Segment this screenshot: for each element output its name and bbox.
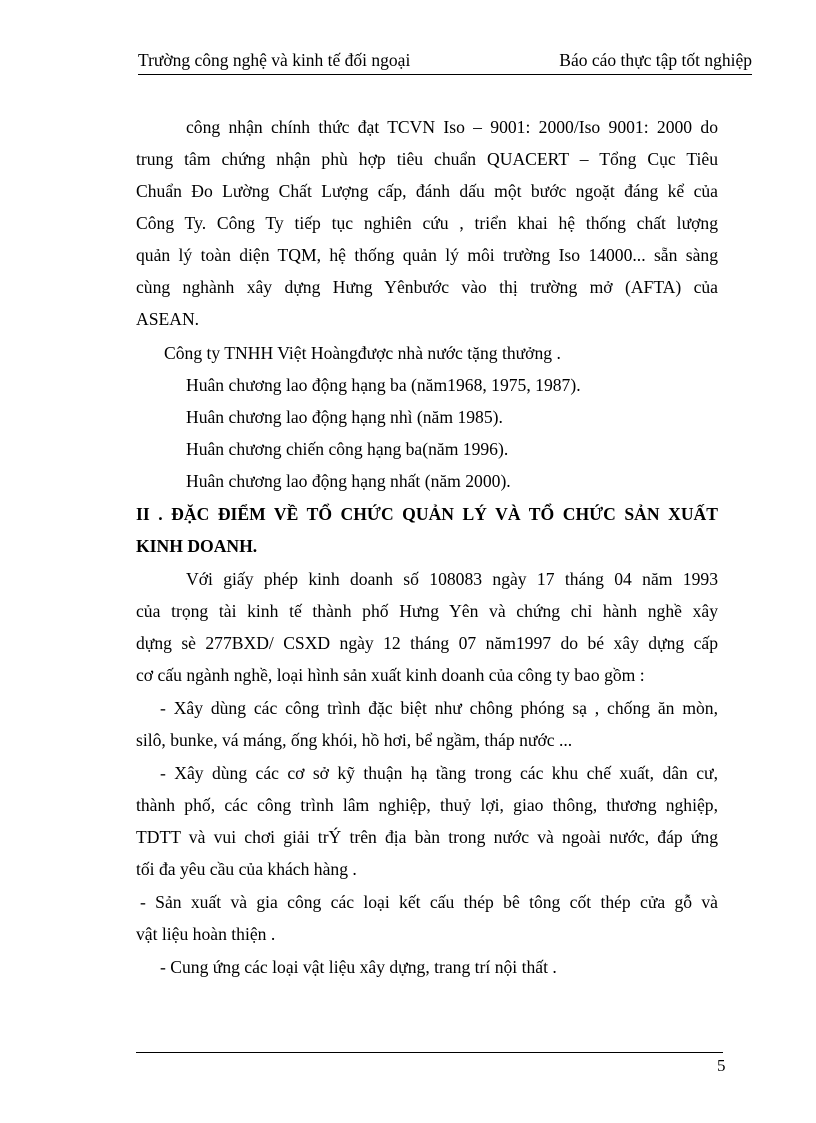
award-item: Huân chương lao động hạng nhất (năm 2000). <box>186 471 511 491</box>
award-intro: Công ty TNHH Việt Hoàngđược nhà nước tặng thưởng . <box>164 343 561 363</box>
bullet-line: - Sản xuất và gia công các loại kết cấu thép bê tông cốt thép cửa gỗ và <box>140 892 718 912</box>
bullet-line: silô, bunke, vá máng, ống khói, hồ hơi, bể ngầm, tháp nước ... <box>136 730 573 750</box>
bullet-line: vật liệu hoàn thiện . <box>136 924 276 944</box>
section-heading: II . ĐẶC ĐIỂM VỀ TỔ CHỨC QUẢN LÝ VÀ TỔ CHỨC SẢN XUẤT <box>136 504 718 524</box>
body-line: dựng sè 277BXD/ CSXD ngày 12 tháng 07 năm1997 do bé xây dựng cấp <box>136 633 718 653</box>
body-line: của trọng tài kinh tế thành phố Hưng Yên và chứng chỉ hành nghề xây <box>136 601 718 621</box>
body-line: công nhận chính thức đạt TCVN Iso – 9001: 2000/Iso 9001: 2000 do <box>186 117 718 137</box>
body-line: quản lý toàn diện TQM, hệ thống quản lý môi trường Iso 14000... sẵn sàng <box>136 245 718 265</box>
section-heading: KINH DOANH. <box>136 536 258 556</box>
bullet-line: TDTT và vui chơi giải trÝ trên địa bàn trong nước và ngoài nước, đáp ứng <box>136 827 718 847</box>
bullet-line: - Xây dùng các công trình đặc biệt như chông phóng sạ , chống ăn mòn, <box>160 698 718 718</box>
body-line: cơ cấu ngành nghề, loại hình sản xuất kinh doanh của công ty bao gồm : <box>136 665 645 685</box>
award-item: Huân chương lao động hạng nhì (năm 1985). <box>186 407 503 427</box>
footer-rule <box>136 1052 723 1053</box>
header-report-title: Báo cáo thực tập tốt nghiệp <box>559 50 752 70</box>
running-header <box>138 48 752 75</box>
bullet-line: thành phố, các công trình lâm nghiệp, thuỷ lợi, giao thông, thương nghiệp, <box>136 795 718 815</box>
award-item: Huân chương chiến công hạng ba(năm 1996). <box>186 439 509 459</box>
body-line: Công Ty. Công Ty tiếp tục nghiên cứu , triển khai hệ thống chất lượng <box>136 213 718 233</box>
page-number: 5 <box>717 1056 726 1075</box>
bullet-line: tối đa yêu cầu của khách hàng . <box>136 859 357 879</box>
header-school-name: Trường công nghệ và kinh tế đối ngoại <box>138 50 411 70</box>
bullet-line: - Xây dùng các cơ sở kỹ thuận hạ tầng trong các khu chế xuất, dân cư, <box>160 763 718 783</box>
body-line: trung tâm chứng nhận phù hợp tiêu chuẩn QUACERT – Tổng Cục Tiêu <box>136 149 718 169</box>
body-line: ASEAN. <box>136 309 200 329</box>
body-line: Chuẩn Đo Lường Chất Lượng cấp, đánh dấu một bước ngoặt đáng kể của <box>136 181 718 201</box>
bullet-line: - Cung ứng các loại vật liệu xây dựng, trang trí nội thất . <box>160 957 557 977</box>
body-line: Với giấy phép kinh doanh số 108083 ngày 17 tháng 04 năm 1993 <box>186 569 718 589</box>
award-item: Huân chương lao động hạng ba (năm1968, 1975, 1987). <box>186 375 581 395</box>
body-line: cùng nghành xây dựng Hưng Yênbước vào thị trường mở (AFTA) của <box>136 277 718 297</box>
